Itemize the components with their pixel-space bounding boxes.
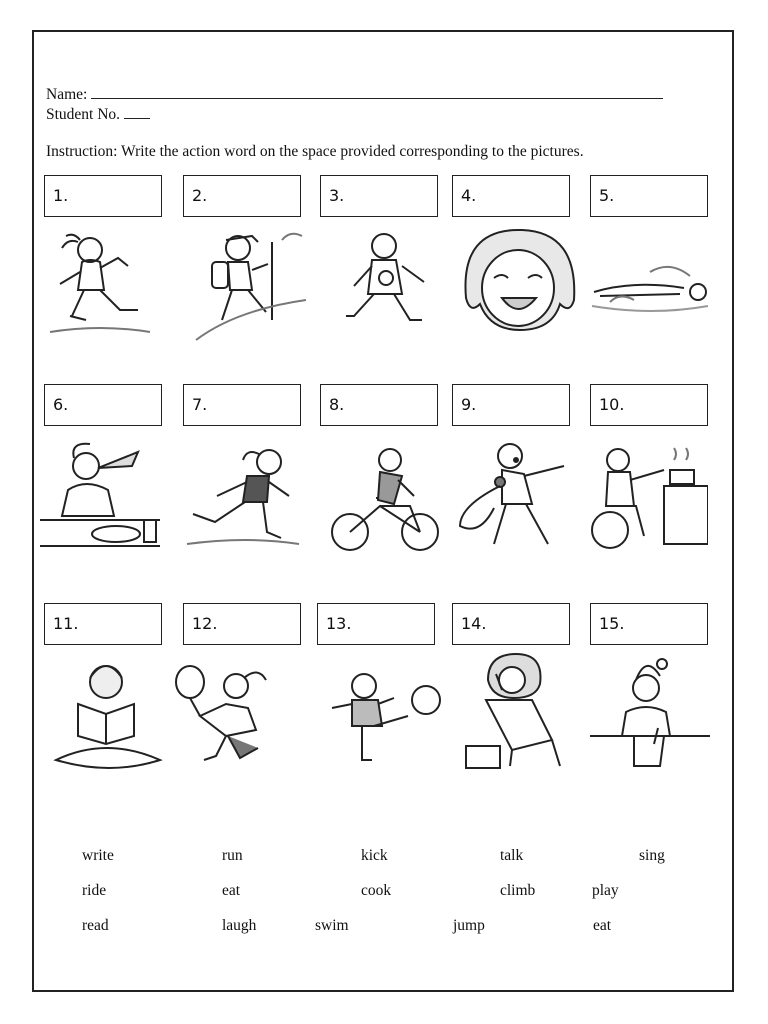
word-bank-item: play: [592, 882, 619, 899]
item-number: 6.: [53, 395, 69, 414]
answer-box[interactable]: [590, 175, 708, 217]
answer-box[interactable]: [452, 603, 570, 645]
girl-laughing-picture: [458, 222, 578, 342]
girl-playing-tennis-picture: [170, 652, 290, 772]
boy-kicking-ball-picture: [322, 652, 442, 772]
word-bank-item: write: [82, 847, 114, 864]
answer-box[interactable]: [320, 384, 438, 426]
answer-box[interactable]: [317, 603, 435, 645]
item-number: 15.: [599, 614, 625, 633]
word-bank-item: jump: [453, 917, 485, 934]
answer-box[interactable]: [44, 603, 162, 645]
woman-talking-phone-picture: [460, 650, 580, 770]
child-jumping-picture: [40, 222, 160, 342]
answer-box[interactable]: [590, 384, 708, 426]
name-blank[interactable]: [91, 84, 663, 99]
student-no-blank[interactable]: [124, 104, 150, 119]
name-label: Name:: [46, 86, 88, 103]
child-reading-picture: [48, 652, 168, 772]
item-number: 10.: [599, 395, 625, 414]
answer-box[interactable]: [183, 384, 301, 426]
word-bank-item: talk: [500, 847, 524, 864]
boy-riding-bike-picture: [326, 436, 446, 556]
girl-running-picture: [183, 436, 303, 556]
answer-box[interactable]: [44, 175, 162, 217]
instruction-text: Instruction: Write the action word on the space provided corresponding to the pictures.: [46, 143, 584, 160]
item-number: 9.: [461, 395, 477, 414]
word-bank-item: cook: [361, 882, 392, 899]
person-swimming-picture: [590, 222, 710, 342]
item-number: 11.: [53, 614, 79, 633]
word-bank-item: eat: [222, 882, 241, 899]
boy-climbing-picture: [186, 222, 306, 342]
word-bank-item: read: [82, 917, 109, 934]
item-number: 2.: [192, 186, 208, 205]
word-bank-item: swim: [315, 917, 349, 934]
word-bank-item: climb: [500, 882, 536, 899]
girl-eating-pizza-picture: [40, 436, 160, 556]
answer-box[interactable]: [452, 384, 570, 426]
item-number: 7.: [192, 395, 208, 414]
word-bank-item: ride: [82, 882, 107, 899]
word-bank-item: run: [222, 847, 243, 864]
item-number: 14.: [461, 614, 487, 633]
answer-box[interactable]: [452, 175, 570, 217]
answer-box[interactable]: [320, 175, 438, 217]
word-bank-item: kick: [361, 847, 388, 864]
item-number: 5.: [599, 186, 615, 205]
answer-box[interactable]: [44, 384, 162, 426]
item-number: 13.: [326, 614, 352, 633]
word-bank-item: sing: [639, 847, 665, 864]
item-number: 8.: [329, 395, 345, 414]
boy-running-picture: [322, 222, 442, 342]
item-number: 12.: [192, 614, 218, 633]
item-number: 4.: [461, 186, 477, 205]
item-number: 1.: [53, 186, 69, 205]
answer-box[interactable]: [590, 603, 708, 645]
word-bank-item: laugh: [222, 917, 257, 934]
item-number: 3.: [329, 186, 345, 205]
student-no-label: Student No.: [46, 106, 121, 123]
word-bank-item: eat: [593, 917, 612, 934]
boy-singing-picture: [452, 436, 572, 556]
student-info: [46, 84, 663, 124]
girl-cooking-picture: [588, 436, 708, 556]
answer-box[interactable]: [183, 603, 301, 645]
girl-writing-picture: [590, 652, 710, 772]
answer-box[interactable]: [183, 175, 301, 217]
